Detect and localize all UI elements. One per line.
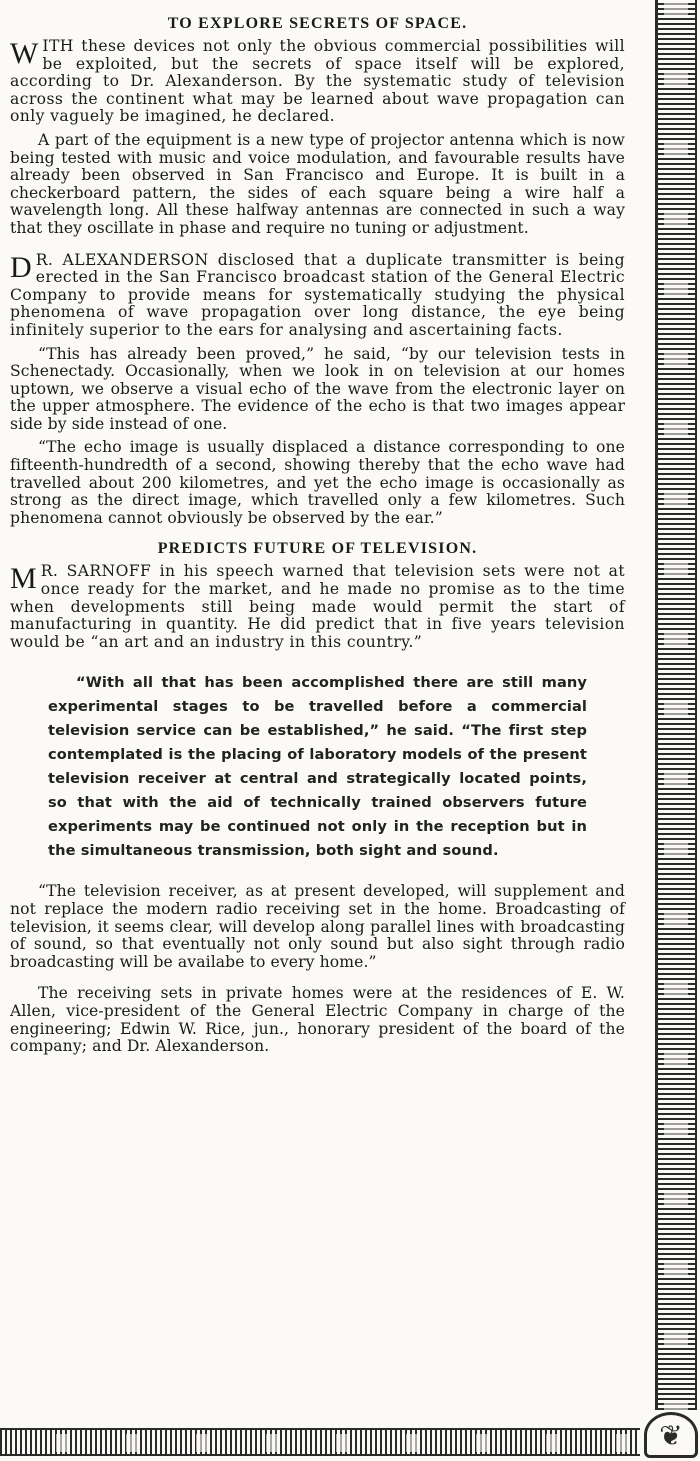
paragraph-antenna: A part of the equipment is a new type of projector antenna which is now being tested with music and voice modulation, and favourable results have already been observed in San Francisco and Europe. It is built in a checkerboard pattern, the sides of each square being a wire half a wavelength long. All these halfway antennas are connected in such a way that they oscillate in phase and require no tuning or adjustment. xyxy=(10,130,625,237)
paragraph-receiving-sets: The receiving sets in private homes were at the residences of E. W. Allen, vice-president of the General Electric Company in charge of the engineering; Edwin W. Rice, jun., honorary president of the board of the company; and Dr. Alexanderson. xyxy=(10,984,625,1056)
paragraph-text: ITH these devices not only the obvious commercial possibilities will be exploited, but the secrets of space itself will be explored, according to Dr. Alexanderson. By the systematic study of television across the continent what may be learned about wave propagation can only vaguely be imagined, he declared. xyxy=(10,37,625,126)
paragraph-television-receiver: “The television receiver, as at present developed, will supplement and not replace the modern radio receiving set in the home. Broadcasting of television, it seems clear, will develop along parallel lines with broadcasting of sound, so that eventually not only sound but also sight through radio broadcasting will be availabe to every home.” xyxy=(10,882,625,971)
paragraph-with-dropcap-w xyxy=(10,38,625,126)
paragraph-text: R. SARNOFF in his speech warned that television sets were not at once ready for the market, and he made no promise as to the time when developments still being made would permit the start of manufacturing in quantity. He did predict that in five years television would be “an art and an industry in this country.” xyxy=(10,562,625,651)
ornament-corner-icon: ❦ xyxy=(644,1412,698,1458)
dropcap-m: M xyxy=(10,562,37,596)
paragraph-echo-image: “The echo image is usually displaced a distance corresponding to one fifteenth-hundredth of a second, showing thereby that the echo wave had travelled about 200 kilometres, and yet the echo image is occasionally as strong as the direct image, which travelled only a few kilometres. Such phenomena cannot obviously be observed by the ear.” xyxy=(10,438,625,527)
paragraph-with-dropcap-m xyxy=(10,563,625,651)
block-quote: “With all that has been accomplished there are still many experimental stages to be travelled before a commercial television service can be established,” he said. “The first step contemplated is the placing of laboratory models of the present television receiver at central and strategically located points, so that with the aid of technically trained observers future experiments may be continued not only in the reception but in the simultaneous transmission, both sight and sound. xyxy=(48,674,587,860)
paragraph-text: R. ALEXANDERSON disclosed that a duplicate transmitter is being erected in the San Francisco broadcast station of the General Electric Company to provide means for systematically studying the physical phenomena of wave propagation over long distance, the eye being infinitely superior to the ears for analysing and ascertaining facts. xyxy=(10,250,625,339)
section-heading-explore: TO EXPLORE SECRETS OF SPACE. xyxy=(167,15,468,32)
dropcap-d: D xyxy=(10,250,32,284)
article-column xyxy=(10,14,625,1056)
ornamental-border-bottom xyxy=(0,1428,640,1456)
paragraph-with-dropcap-d xyxy=(10,252,625,340)
paragraph-schenectady: “This has already been proved,” he said, “by our television tests in Schenectady. Occasionally, when we look in on television at our homes uptown, we observe a visual echo of the wave from the electronic layer on the upper atmosphere. The evidence of the echo is that two images appear side by side instead of one. xyxy=(10,344,625,433)
section-heading-predicts: PREDICTS FUTURE OF TELEVISION. xyxy=(157,540,478,558)
dropcap-w: W xyxy=(10,37,39,70)
ornamental-border-right xyxy=(655,0,697,1410)
